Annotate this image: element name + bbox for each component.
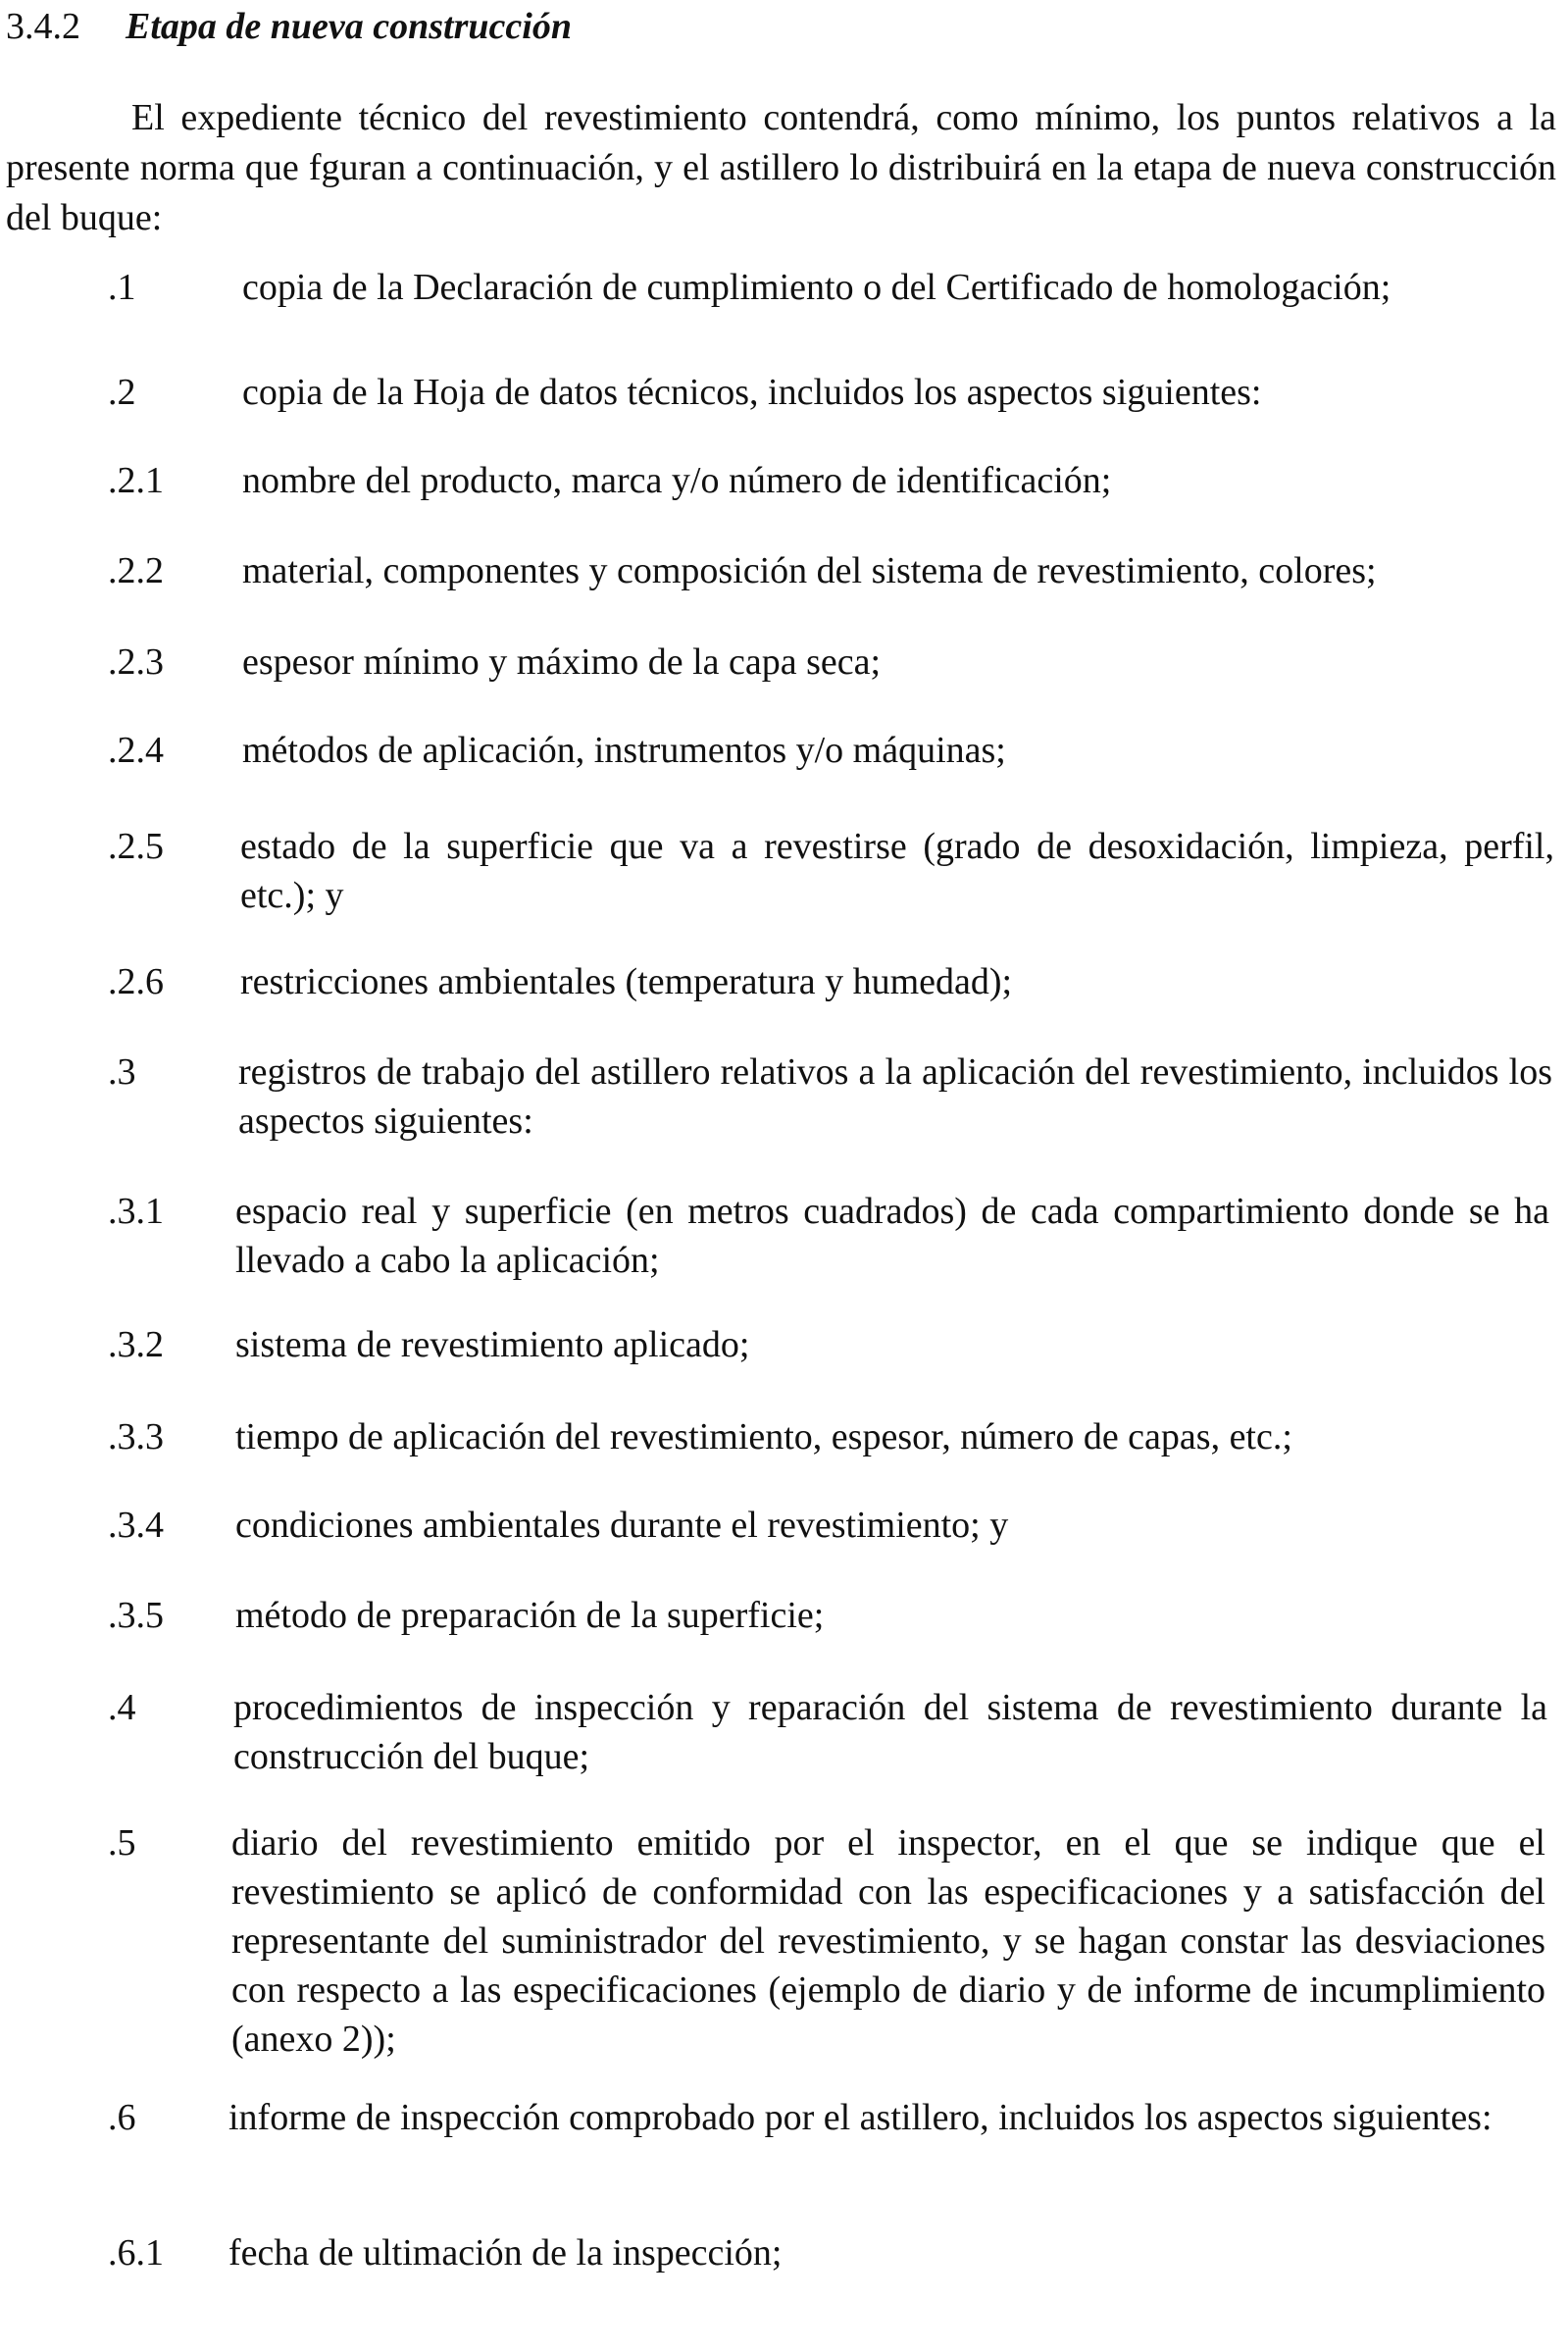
section-number: 3.4.2 — [6, 6, 80, 47]
item-text: restricciones ambientales (temperatura y humedad); — [240, 961, 1013, 1002]
item-text: espacio real y superficie (en metros cuadrados) de cada compartimiento donde se ha llevado a cabo la aplicación; — [235, 1191, 1549, 1281]
item-number: .3.1 — [108, 1191, 164, 1232]
item-number: .2.1 — [108, 460, 164, 501]
item-text: nombre del producto, marca y/o número de identificación; — [242, 460, 1112, 501]
item-text: informe de inspección comprobado por el astillero, incluidos los aspectos siguientes: — [228, 2097, 1492, 2138]
item-text: copia de la Hoja de datos técnicos, incluidos los aspectos siguientes: — [242, 372, 1262, 413]
item-number: .2.5 — [108, 826, 164, 867]
item-text: fecha de ultimación de la inspección; — [228, 2232, 783, 2274]
item-text: sistema de revestimiento aplicado; — [235, 1324, 750, 1365]
item-text: métodos de aplicación, instrumentos y/o máquinas; — [242, 730, 1006, 771]
section-title: Etapa de nueva construcción — [126, 6, 572, 47]
item-number: .3 — [108, 1051, 136, 1093]
item-text: condiciones ambientales durante el revestimiento; y — [235, 1505, 1009, 1546]
item-text: material, componentes y composición del sistema de revestimiento, colores; — [242, 550, 1377, 591]
item-number: .2.4 — [108, 730, 164, 771]
intro-paragraph: El expediente técnico del revestimiento contendrá, como mínimo, los puntos relativos a la presente norma que fguran a continuación, y el astillero lo distribuirá en la etapa de nueva construcción del buque: — [6, 97, 1556, 238]
item-number: .2 — [108, 372, 136, 413]
item-text: método de preparación de la superficie; — [235, 1595, 825, 1636]
item-number: .2.3 — [108, 641, 164, 683]
item-text: procedimientos de inspección y reparación del sistema de revestimiento durante la construcción del buque; — [233, 1687, 1547, 1777]
item-text: copia de la Declaración de cumplimiento o del Certificado de homologación; — [242, 267, 1391, 308]
item-number: .6 — [108, 2097, 136, 2138]
item-number: .3.4 — [108, 1505, 164, 1546]
item-number: .3.5 — [108, 1595, 164, 1636]
item-number: .3.3 — [108, 1416, 164, 1457]
item-number: .1 — [108, 267, 136, 308]
item-text: diario del revestimiento emitido por el inspector, en el que se indique que el revestimiento se aplicó de conformidad con las especificaciones y a satisfacción del representante del suministrador del revestimiento, y se hagan constar las desviaciones con respecto a las especificaciones (ejemplo de diario y de informe de incumplimiento (anexo 2)); — [231, 1822, 1545, 2060]
item-text: espesor mínimo y máximo de la capa seca; — [242, 641, 882, 683]
item-number: .6.1 — [108, 2232, 164, 2274]
item-text: tiempo de aplicación del revestimiento, espesor, número de capas, etc.; — [235, 1416, 1292, 1457]
item-number: .2.2 — [108, 550, 164, 591]
item-number: .3.2 — [108, 1324, 164, 1365]
section-heading — [6, 2, 572, 51]
item-number: .2.6 — [108, 961, 164, 1002]
item-number: .5 — [108, 1822, 136, 1864]
item-text: estado de la superficie que va a revestirse (grado de desoxidación, limpieza, perfil, etc.); y — [240, 826, 1554, 916]
item-text: registros de trabajo del astillero relativos a la aplicación del revestimiento, incluidos los aspectos siguientes: — [238, 1051, 1552, 1142]
item-number: .4 — [108, 1687, 136, 1728]
